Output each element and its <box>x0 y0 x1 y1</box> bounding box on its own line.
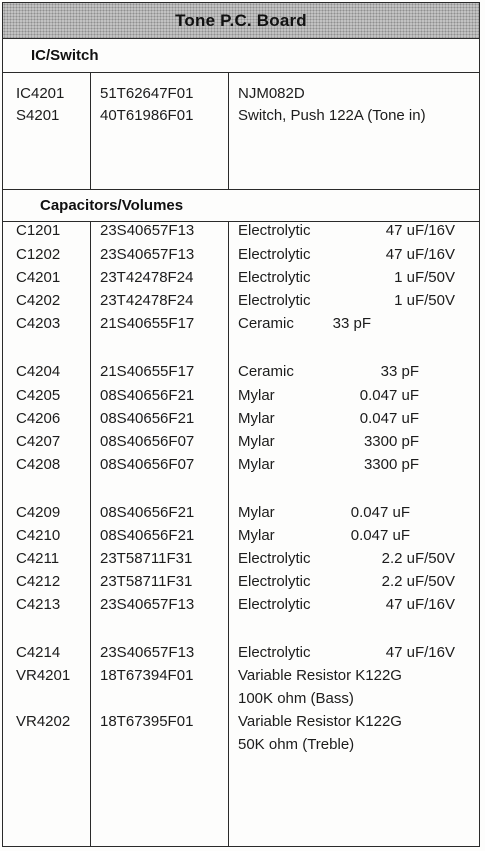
part-number-cell: 08S40656F21 <box>100 527 195 544</box>
ref-cell: C4204 <box>16 363 61 380</box>
table-row <box>0 408 485 430</box>
part-number-cell: 23T58711F31 <box>100 573 193 590</box>
ref-cell: C4202 <box>16 292 61 309</box>
type-cell: Ceramic <box>238 315 294 332</box>
description-cell: Variable Resistor K122G <box>238 713 402 730</box>
type-cell: Mylar <box>238 456 275 473</box>
ref-cell: VR4201 <box>16 667 71 684</box>
section-heading-ic-switch <box>3 39 479 73</box>
ref-cell: C4209 <box>16 504 61 521</box>
part-number-cell: 21S40655F17 <box>100 363 195 380</box>
section-heading-label: Capacitors/Volumes <box>40 197 184 214</box>
type-cell: Mylar <box>238 387 275 404</box>
table-row <box>0 502 485 524</box>
table-row <box>0 642 485 664</box>
value-cell: 0.047 uF <box>359 387 419 404</box>
part-number-cell: 21S40655F17 <box>100 315 195 332</box>
part-number-cell: 23T42478F24 <box>100 292 194 309</box>
ref-cell: C4205 <box>16 387 61 404</box>
part-number-cell: 23S40657F13 <box>100 246 195 263</box>
page-title: Tone P.C. Board <box>175 10 307 30</box>
ref-cell: C4213 <box>16 596 61 613</box>
type-cell: Electrolytic <box>238 246 311 263</box>
ref-cell: C4207 <box>16 433 61 450</box>
table-row-continuation <box>0 688 485 710</box>
ref-cell: C4201 <box>16 269 61 286</box>
part-number-cell: 23S40657F13 <box>100 222 195 239</box>
value-cell: 33 pF <box>380 363 419 380</box>
description-cell: 50K ohm (Treble) <box>238 736 355 753</box>
ref-cell: C4206 <box>16 410 61 427</box>
value-cell: 47 uF/16V <box>385 222 455 239</box>
table-row <box>0 313 485 335</box>
value-cell: 47 uF/16V <box>385 246 455 263</box>
value-cell: 47 uF/16V <box>385 644 455 661</box>
part-number-cell: 23S40657F13 <box>100 644 195 661</box>
table-row <box>0 525 485 547</box>
value-cell: 1 uF/50V <box>394 269 455 286</box>
part-number-cell: 23S40657F13 <box>100 596 195 613</box>
type-cell: Ceramic <box>238 363 294 380</box>
table-row <box>0 290 485 312</box>
table-row <box>0 361 485 383</box>
part-number-cell: 23T42478F24 <box>100 269 194 286</box>
value-cell: 3300 pF <box>363 433 419 450</box>
type-cell: Electrolytic <box>238 644 311 661</box>
part-number-cell: 08S40656F21 <box>100 387 195 404</box>
description-cell: 100K ohm (Bass) <box>238 690 354 707</box>
value-cell: 0.047 uF <box>359 410 419 427</box>
table-row-continuation <box>0 734 485 756</box>
table-row <box>0 548 485 570</box>
ref-cell: IC4201 <box>16 85 65 102</box>
part-number-cell: 18T67395F01 <box>100 713 194 730</box>
value-cell: 47 uF/16V <box>385 596 455 613</box>
description-cell: Switch, Push 122A (Tone in) <box>238 107 426 124</box>
ref-cell: C4212 <box>16 573 61 590</box>
type-cell: Mylar <box>238 433 275 450</box>
value-cell: 0.047 uF <box>350 504 410 521</box>
section-heading-capacitors-volumes <box>3 190 479 222</box>
type-cell: Electrolytic <box>238 292 311 309</box>
ref-cell: C4210 <box>16 527 61 544</box>
part-number-cell: 23T58711F31 <box>100 550 193 567</box>
type-cell: Mylar <box>238 527 275 544</box>
table-row <box>0 711 485 733</box>
section-heading-label: IC/Switch <box>31 47 99 64</box>
part-number-cell: 08S40656F21 <box>100 410 195 427</box>
table-row <box>0 244 485 266</box>
part-number-cell: 08S40656F07 <box>100 456 195 473</box>
ref-cell: C4208 <box>16 456 61 473</box>
ref-cell: C4211 <box>16 550 60 567</box>
table-row <box>0 220 485 242</box>
part-number-cell: 40T61986F01 <box>100 107 194 124</box>
table-row <box>0 431 485 453</box>
value-cell: 33 pF <box>332 315 371 332</box>
part-number-cell: 18T67394F01 <box>100 667 194 684</box>
table-row <box>0 594 485 616</box>
value-cell: 1 uF/50V <box>394 292 455 309</box>
ref-cell: C4203 <box>16 315 61 332</box>
description-cell: NJM082D <box>238 85 305 102</box>
ref-cell: S4201 <box>16 107 60 124</box>
type-cell: Mylar <box>238 410 275 427</box>
type-cell: Electrolytic <box>238 222 311 239</box>
table-row <box>0 105 485 127</box>
value-cell: 2.2 uF/50V <box>381 573 455 590</box>
title-bar <box>3 3 479 39</box>
type-cell: Mylar <box>238 504 275 521</box>
type-cell: Electrolytic <box>238 550 311 567</box>
type-cell: Electrolytic <box>238 573 311 590</box>
ref-cell: C1202 <box>16 246 61 263</box>
table-row <box>0 267 485 289</box>
table-row <box>0 83 485 105</box>
ref-cell: C1201 <box>16 222 61 239</box>
table-row <box>0 454 485 476</box>
description-cell: Variable Resistor K122G <box>238 667 402 684</box>
table-row <box>0 385 485 407</box>
table-row <box>0 665 485 687</box>
ref-cell: C4214 <box>16 644 61 661</box>
value-cell: 3300 pF <box>363 456 419 473</box>
part-number-cell: 51T62647F01 <box>100 85 194 102</box>
part-number-cell: 08S40656F21 <box>100 504 195 521</box>
value-cell: 0.047 uF <box>350 527 410 544</box>
type-cell: Electrolytic <box>238 596 311 613</box>
table-row <box>0 571 485 593</box>
type-cell: Electrolytic <box>238 269 311 286</box>
value-cell: 2.2 uF/50V <box>381 550 455 567</box>
part-number-cell: 08S40656F07 <box>100 433 195 450</box>
ref-cell: VR4202 <box>16 713 71 730</box>
